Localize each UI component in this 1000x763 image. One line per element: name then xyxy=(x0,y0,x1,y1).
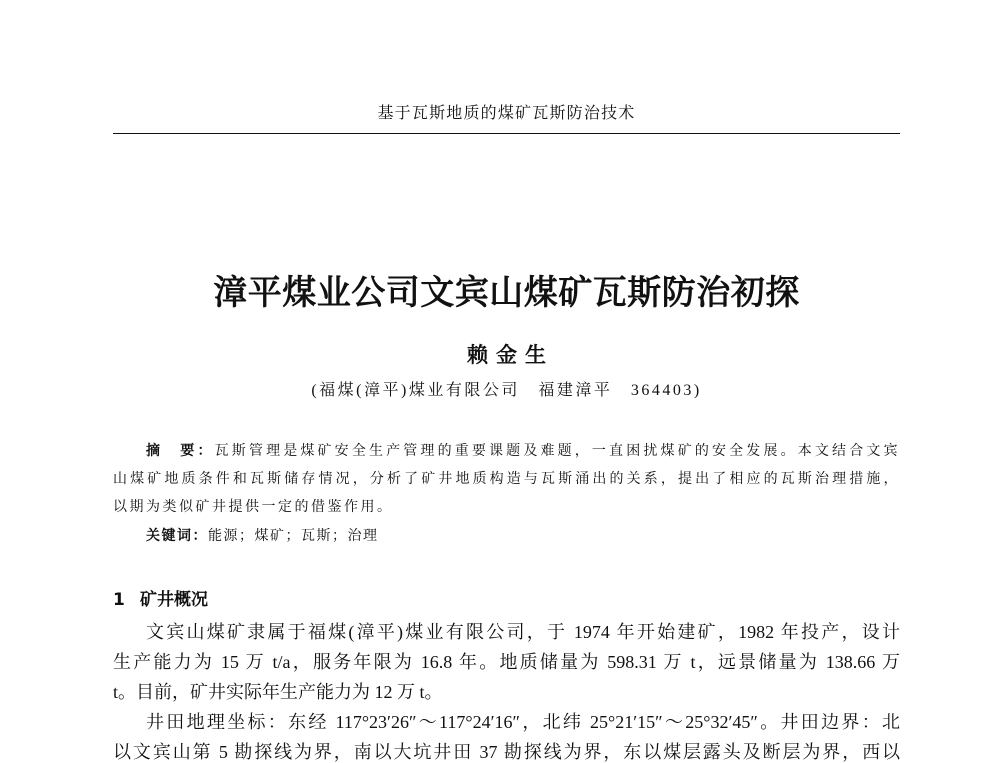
paragraph-line: t。目前，矿井实际年生产能力为 12 万 t。 xyxy=(113,682,443,702)
paragraph-line: 生产能力为 15 万 t/a，服务年限为 16.8 年。地质储量为 598.31 万 t，远景储量为 138.66 万 xyxy=(113,652,900,672)
paragraph-line: 井田地理坐标：东经 117°23′26″～117°24′16″，北纬 25°21′15″～25°32′45″。井田边界：北 xyxy=(146,712,900,732)
keywords-text: 能源；煤矿；瓦斯；治理 xyxy=(208,529,379,544)
running-head: 基于瓦斯地质的煤矿瓦斯防治技术 xyxy=(377,103,636,122)
paragraph xyxy=(113,621,900,703)
section-number: 1 xyxy=(113,590,125,610)
header-rule xyxy=(113,133,900,134)
keywords-label: 关键词： xyxy=(146,529,208,544)
abstract xyxy=(113,438,900,522)
article-title: 漳平煤业公司文宾山煤矿瓦斯防治初探 xyxy=(213,273,800,313)
paragraph-line: 文宾山煤矿隶属于福煤(漳平)煤业有限公司，于 1974 年开始建矿，1982 年投产，设计 xyxy=(146,622,900,642)
paragraph xyxy=(113,711,900,763)
abstract-line xyxy=(113,438,900,466)
author-name: 赖金生 xyxy=(467,343,554,367)
abstract-label: 摘 要： xyxy=(146,444,215,459)
section-body xyxy=(113,621,900,763)
paragraph-line: 以文宾山第 5 勘探线为界，南以大坑井田 37 勘探线为界，东以煤层露头及断层为界，西以 xyxy=(113,742,900,762)
abstract-line: 以期为类似矿井提供一定的借鉴作用。 xyxy=(113,500,394,515)
keywords xyxy=(113,523,900,551)
abstract-text: 瓦斯管理是煤矿安全生产管理的重要课题及难题，一直困扰煤矿的安全发展。本文结合文宾 xyxy=(214,444,900,459)
section-heading xyxy=(113,589,900,611)
section-title: 矿井概况 xyxy=(140,590,208,610)
abstract-line: 山煤矿地质条件和瓦斯储存情况，分析了矿井地质构造与瓦斯涌出的关系，提出了相应的瓦斯治理措施， xyxy=(113,472,900,487)
author-affiliation: (福煤(漳平)煤业有限公司 福建漳平 364403) xyxy=(311,382,702,399)
